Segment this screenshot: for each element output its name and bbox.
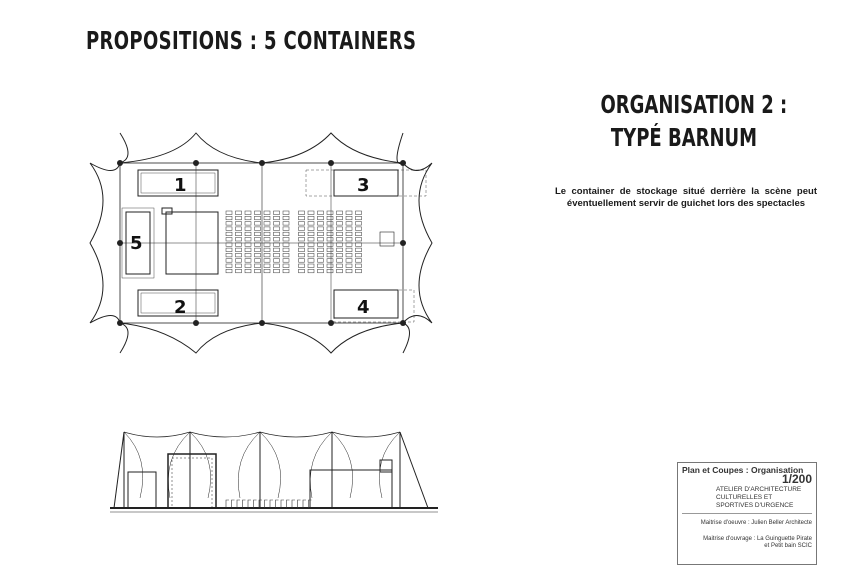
seat — [337, 243, 343, 247]
page-title: PROPOSITIONS : 5 CONTAINERS — [86, 26, 417, 55]
seat — [236, 259, 242, 263]
seat — [283, 216, 289, 220]
maitrise-ouvrage-1: Maitrise d'ouvrage : La Guinguette Pirate — [703, 536, 812, 542]
seat — [308, 227, 314, 231]
seat — [299, 248, 305, 252]
seat — [318, 269, 324, 273]
seat — [274, 232, 280, 236]
seat — [283, 253, 289, 257]
seat — [283, 259, 289, 263]
cross-section — [110, 428, 440, 518]
seat — [337, 216, 343, 220]
seat — [308, 269, 314, 273]
seat — [356, 232, 362, 236]
seat — [274, 253, 280, 257]
seat — [274, 243, 280, 247]
seat — [226, 227, 232, 231]
seat — [264, 248, 270, 252]
seat — [226, 243, 232, 247]
seat — [308, 248, 314, 252]
seat — [346, 222, 352, 226]
seat — [236, 232, 242, 236]
seat — [236, 216, 242, 220]
seat — [226, 232, 232, 236]
label-container-4: 4 — [357, 297, 370, 318]
seat — [356, 269, 362, 273]
seat — [255, 253, 261, 257]
seat — [337, 238, 343, 242]
seat — [274, 216, 280, 220]
seat — [226, 238, 232, 242]
chair — [303, 500, 306, 508]
seat — [283, 222, 289, 226]
seat — [337, 259, 343, 263]
chair — [243, 500, 246, 508]
seat — [236, 243, 242, 247]
seat — [356, 238, 362, 242]
seat — [318, 211, 324, 215]
seat — [346, 216, 352, 220]
seat — [264, 259, 270, 263]
seat — [245, 259, 251, 263]
seat — [236, 248, 242, 252]
title-block-title: Plan et Coupes : Organisation — [682, 465, 804, 475]
chair — [276, 500, 279, 508]
seat — [274, 227, 280, 231]
tent-post — [328, 320, 334, 326]
label-container-1: 1 — [174, 175, 187, 196]
organisation-line-1: ORGANISATION 2 : — [600, 90, 788, 119]
seat — [346, 232, 352, 236]
chair — [270, 500, 273, 508]
seat — [337, 232, 343, 236]
seat — [299, 264, 305, 268]
seat — [327, 211, 333, 215]
description-text: Le container de stockage situé derrière la scène peut éventuellement servir de guichet lors des spectacles — [555, 186, 817, 209]
atelier-line-1: ATELIER D'ARCHITECTURE — [716, 486, 802, 493]
seat — [356, 253, 362, 257]
seat — [346, 227, 352, 231]
seat — [337, 253, 343, 257]
seat — [255, 248, 261, 252]
seat — [236, 227, 242, 231]
seat — [226, 216, 232, 220]
tent-post — [117, 160, 123, 166]
seat — [299, 259, 305, 263]
seat — [245, 269, 251, 273]
seat — [327, 259, 333, 263]
seat — [356, 227, 362, 231]
seat — [255, 216, 261, 220]
seat — [299, 227, 305, 231]
chair — [287, 500, 290, 508]
seat — [308, 259, 314, 263]
seat — [255, 222, 261, 226]
seat — [318, 259, 324, 263]
seat — [337, 222, 343, 226]
seat — [346, 264, 352, 268]
tent-post — [117, 240, 123, 246]
seat — [318, 232, 324, 236]
seat — [226, 253, 232, 257]
seat — [245, 232, 251, 236]
label-container-2: 2 — [174, 297, 187, 318]
seat — [255, 232, 261, 236]
seat — [337, 269, 343, 273]
seat — [226, 248, 232, 252]
seat — [236, 238, 242, 242]
seat — [264, 243, 270, 247]
seat — [255, 269, 261, 273]
chair — [281, 500, 284, 508]
seat — [327, 232, 333, 236]
seat — [299, 253, 305, 257]
seat — [283, 232, 289, 236]
seat — [274, 264, 280, 268]
seat — [299, 269, 305, 273]
seat — [274, 248, 280, 252]
seat — [308, 243, 314, 247]
seat — [356, 264, 362, 268]
seat — [327, 248, 333, 252]
chair — [292, 500, 295, 508]
seat — [299, 232, 305, 236]
seat — [327, 269, 333, 273]
seat — [308, 222, 314, 226]
seat — [236, 211, 242, 215]
seat — [308, 253, 314, 257]
seat — [264, 211, 270, 215]
seat — [283, 243, 289, 247]
seat — [226, 259, 232, 263]
seat — [356, 211, 362, 215]
seat — [283, 227, 289, 231]
tent-post — [259, 320, 265, 326]
seat — [245, 253, 251, 257]
chair — [254, 500, 257, 508]
seat — [318, 243, 324, 247]
seat — [255, 227, 261, 231]
label-container-5: 5 — [130, 233, 143, 254]
seat — [264, 238, 270, 242]
seat — [346, 243, 352, 247]
seat — [318, 253, 324, 257]
seat — [264, 222, 270, 226]
seat — [245, 211, 251, 215]
tent-post — [400, 160, 406, 166]
seat — [274, 222, 280, 226]
organisation-heading — [568, 88, 800, 154]
seat — [236, 269, 242, 273]
seat — [255, 259, 261, 263]
seat — [226, 222, 232, 226]
tent-post — [400, 320, 406, 326]
seat — [308, 238, 314, 242]
seat — [283, 264, 289, 268]
seat — [264, 269, 270, 273]
title-block — [677, 462, 817, 565]
seat — [308, 216, 314, 220]
seat — [255, 238, 261, 242]
floor-plan — [86, 128, 436, 358]
seat — [327, 222, 333, 226]
tent-post — [193, 320, 199, 326]
tent-post — [400, 240, 406, 246]
seat — [337, 211, 343, 215]
seat — [283, 211, 289, 215]
seat — [245, 264, 251, 268]
seat — [356, 248, 362, 252]
seat — [318, 227, 324, 231]
seat — [245, 216, 251, 220]
seat — [346, 211, 352, 215]
chair — [248, 500, 251, 508]
seat — [308, 264, 314, 268]
seat — [245, 238, 251, 242]
seat — [356, 216, 362, 220]
seat — [264, 264, 270, 268]
seat — [299, 222, 305, 226]
seat — [245, 222, 251, 226]
seat — [283, 238, 289, 242]
seat — [255, 264, 261, 268]
seat — [346, 259, 352, 263]
seat — [327, 243, 333, 247]
seat — [356, 259, 362, 263]
seat — [274, 211, 280, 215]
seat — [327, 264, 333, 268]
seat — [283, 248, 289, 252]
seat — [308, 232, 314, 236]
seat — [356, 243, 362, 247]
tent-post — [117, 320, 123, 326]
seat — [318, 248, 324, 252]
seat — [337, 264, 343, 268]
seat — [236, 264, 242, 268]
tent-post — [193, 160, 199, 166]
chair — [265, 500, 268, 508]
seat — [299, 211, 305, 215]
seat — [299, 243, 305, 247]
seat — [327, 238, 333, 242]
seat — [356, 222, 362, 226]
seat — [337, 248, 343, 252]
seat — [226, 211, 232, 215]
seat — [226, 264, 232, 268]
seat — [236, 222, 242, 226]
tent-post — [328, 160, 334, 166]
title-block-scale: 1/200 — [781, 472, 812, 486]
seat — [299, 238, 305, 242]
seat — [308, 211, 314, 215]
chair — [232, 500, 235, 508]
chair — [298, 500, 301, 508]
seat — [264, 253, 270, 257]
seat — [274, 259, 280, 263]
seat — [274, 269, 280, 273]
seat — [245, 243, 251, 247]
atelier-line-3: SPORTIVES D'URGENCE — [716, 502, 794, 509]
organisation-line-2: TYPÉ BARNUM — [610, 123, 758, 152]
seat — [255, 243, 261, 247]
seat — [264, 232, 270, 236]
tent-post — [259, 160, 265, 166]
seat — [318, 216, 324, 220]
seat — [346, 248, 352, 252]
seat — [264, 227, 270, 231]
label-container-3: 3 — [357, 175, 370, 196]
maitrise-ouvrage-2: et Petit bain SCIC — [764, 543, 812, 549]
seat — [327, 216, 333, 220]
seat — [264, 216, 270, 220]
seat — [318, 238, 324, 242]
title-block-atelier — [716, 486, 812, 510]
seat — [299, 216, 305, 220]
seat — [318, 222, 324, 226]
seat — [245, 227, 251, 231]
seat — [245, 248, 251, 252]
seat — [236, 253, 242, 257]
seat — [327, 227, 333, 231]
seat — [327, 253, 333, 257]
seat — [337, 227, 343, 231]
chair — [226, 500, 229, 508]
seat — [346, 269, 352, 273]
atelier-line-2: CULTURELLES ET — [716, 494, 773, 501]
seat — [346, 238, 352, 242]
chair — [237, 500, 240, 508]
seat — [283, 269, 289, 273]
seat — [318, 264, 324, 268]
seat — [255, 211, 261, 215]
seat — [274, 238, 280, 242]
seat — [346, 253, 352, 257]
seat — [226, 269, 232, 273]
maitrise-oeuvre: Maitrise d'oeuvre : Julien Beller Architecte — [700, 520, 812, 526]
